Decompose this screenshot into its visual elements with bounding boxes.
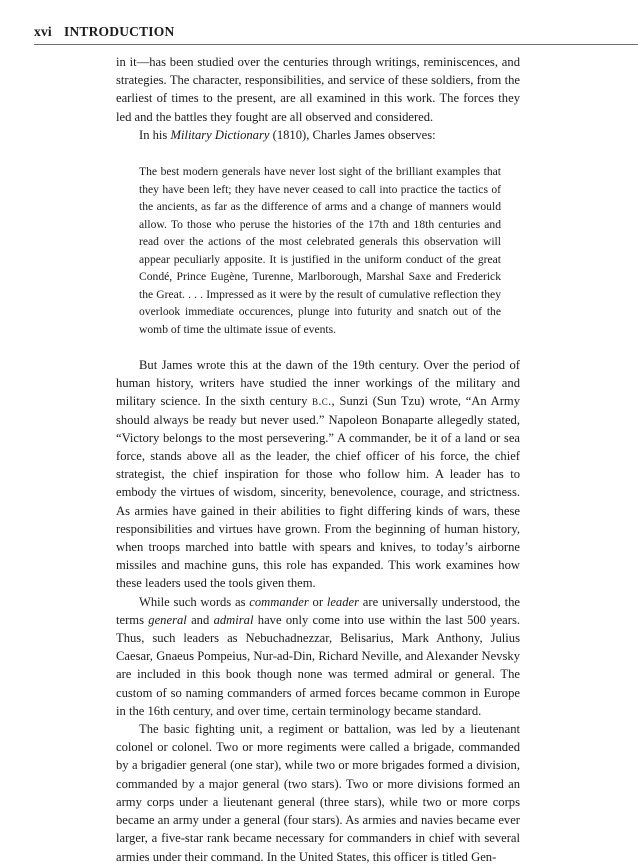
paragraph: In his Military Dictionary (1810), Charles James observes:: [139, 127, 436, 142]
running-head-title: INTRODUCTION: [64, 24, 175, 39]
block-quote: [116, 163, 501, 338]
italic-term: leader: [326, 594, 360, 609]
body-text: [116, 53, 520, 866]
era-abbreviation: b.c.: [312, 394, 332, 409]
italic-term: admiral: [213, 612, 254, 627]
italic-term: commander: [249, 594, 309, 609]
page-number: xvi: [34, 24, 52, 39]
running-head: [34, 24, 638, 45]
paragraph: But James wrote this at the dawn of the 19th century. Over the period of human history, writers have studied the inner workings of the military and military science. In the sixth century b.c., Sunzi (Sun Tzu) wrote, “An Army should always be ready but never used.” Napoleon Bonaparte allegedly stated, “Victory belongs to the most persevering.” A commander, be it of a land or sea force, stands above all as the leader, the chief officer of his force, the chief strategist, the chief inspiration for those who follow him. A leader has to embody the virtues of wisdom, sincerity, benevolence, courage, and strictness. As armies have gained in their abilities to fight differing kinds of wars, these responsibilities and virtues have grown. From the beginning of human history, when troops marched into battle with spears and knives, to today’s airborne missiles and machine guns, this role has expanded. This work examines how these leaders used the tools given them.: [116, 358, 520, 591]
book-title: Military Dictionary: [170, 127, 270, 142]
paragraph: While such words as commander or leader are universally understood, the terms general and admiral have only come into use within the last 500 years. Thus, such leaders as Nebuchadnezzar, Belisarius, Mark Anthony, Julius Caesar, Gnaeus Pompeius, Nur-ad-Din, Richard Neville, and Alexander Nevsky are included in this book though none was termed admiral or general. The custom of so naming commanders of armed forces became common in Europe in the 16th century, and over time, certain terminology became standard.: [116, 594, 520, 718]
paragraph: in it—has been studied over the centuries through writings, reminiscences, and strategies. The character, responsibilities, and service of these soldiers, from the earliest of times to the present, are all examined in this work. The forces they led and the battles they fought are all observed and considered.: [116, 55, 520, 124]
paragraph: The basic fighting unit, a regiment or battalion, was led by a lieutenant colonel or colonel. Two or more regiments were called a brigade, commanded by a brigadier general (one star), while two or more brigades formed a division, commanded by a major general (two stars). Two or more divisions formed an army corps under a lieutenant general (three stars), while two or more corps became an army under a general (four stars). As armies and navies became ever larger, a five-star rank became necessary for commanders in chief with several armies under their command. In the United States, this officer is titled Gen-: [116, 722, 520, 864]
italic-term: general: [148, 612, 187, 627]
quote-text: The best modern generals have never lost sight of the brilliant examples that they have been left; they have never ceased to call into practice the tactics of the ancients, as far as the difference of arms and a change of manners would allow. To those who peruse the histories of the 17th and 18th centuries and read over the actions of the most celebrated generals this observation will appear peculiarly apposite. It is justified in the uniform conduct of the great Condé, Prince Eugène, Turenne, Marlborough, Marshal Saxe and Frederick the Great. . . . Impressed as it were by the result of cumulative reflection they overlook immediate occurences, plunge into futurity and snatch out of the womb of time the ultimate issue of events.: [139, 165, 501, 336]
